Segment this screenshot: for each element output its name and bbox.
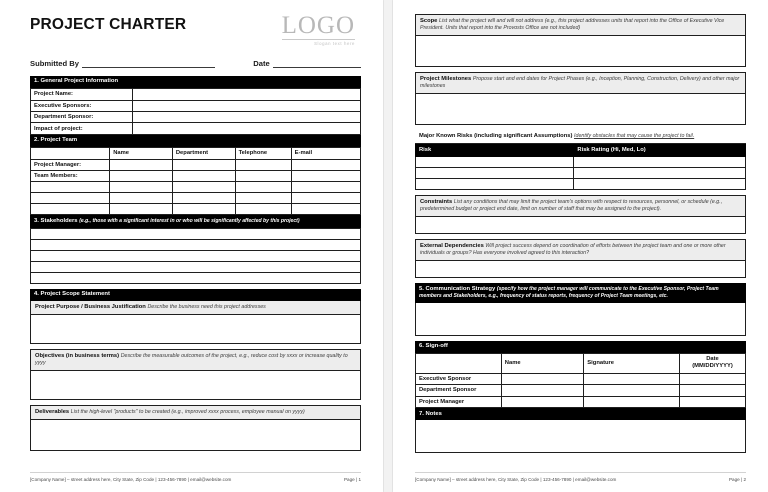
objectives-block: [30, 349, 361, 400]
stakeholders-table: [30, 228, 361, 284]
cell-email[interactable]: [291, 193, 360, 204]
table-row: [31, 250, 361, 261]
constraints-block: [415, 195, 746, 234]
project-purpose-label: [31, 301, 360, 315]
cell-signature[interactable]: [584, 385, 680, 396]
stakeholder-input[interactable]: [31, 250, 361, 261]
block-note: List any conditions that may limit the project team's options with respect to resources, personnel, or schedule (e.g., predetermined budget or project end date, limit on number of staff that may be assigned to the project).: [420, 198, 723, 212]
column-header-signature: Signature: [584, 353, 680, 373]
scope-block: [415, 14, 746, 67]
page-2-footer: [415, 472, 746, 482]
submitted-by-row: [30, 59, 361, 68]
page-gap: [383, 0, 393, 492]
table-row: [416, 178, 746, 189]
cell-name[interactable]: [110, 170, 173, 181]
column-header-name: Name: [501, 353, 584, 373]
stakeholder-input[interactable]: [31, 239, 361, 250]
cell-name[interactable]: [110, 182, 173, 193]
section-1-heading: 1. General Project Information: [30, 76, 361, 88]
deliverables-label: [31, 406, 360, 420]
block-note: Describe the business need this project addresses: [147, 303, 266, 310]
cell-email[interactable]: [291, 182, 360, 193]
block-label: Constraints: [420, 198, 453, 205]
cell-email[interactable]: [291, 159, 360, 170]
general-project-information-table: [30, 88, 361, 135]
section-5-title: 5. Communication Strategy: [419, 285, 497, 292]
risk-input[interactable]: [416, 167, 574, 178]
footer-page-number: Page | 1: [343, 477, 361, 482]
page-1-header: [30, 14, 361, 46]
block-note: List what the project will and will not address (e.g., this project addresses units that report into the Office of Executive Vice President. Units that report into the Provosts Office are not included): [420, 17, 725, 31]
cell-department[interactable]: [172, 170, 235, 181]
cell-telephone[interactable]: [235, 182, 291, 193]
risk-input[interactable]: [416, 178, 574, 189]
block-note: Propose start and end dates for Project Phases (e.g., Inception, Planning, Construction, Delivery) and other major milestones: [420, 75, 740, 89]
footer-divider: [415, 472, 746, 473]
table-row: [31, 272, 361, 283]
stakeholder-input[interactable]: [31, 261, 361, 272]
table-row: [31, 193, 361, 204]
logo-slogan: Slogan text here: [314, 40, 355, 46]
section-3-note: (e.g., those with a significant interest in or who will be significantly affected by this project): [79, 217, 300, 224]
deliverables-block: [30, 405, 361, 451]
row-label: Executive Sponsors:: [31, 100, 133, 111]
row-label-project-manager: Project Manager:: [31, 159, 110, 170]
table-header-row: [416, 353, 746, 373]
table-row: [416, 373, 746, 384]
risk-input[interactable]: [416, 156, 574, 167]
section-3-title: 3. Stakeholders: [34, 217, 80, 224]
cell-email[interactable]: [291, 204, 360, 215]
footer-company-text: [Company Name] – street address here, City State, Zip Code | 123-456-7890 | email@website.com: [415, 477, 617, 482]
row-label: Impact of project:: [31, 123, 133, 134]
block-note: List the high-level "products" to be created (e.g., improved xxxx process, employee manual on yyyy): [70, 408, 305, 415]
column-header-blank: [416, 353, 502, 373]
impact-of-project-input[interactable]: [133, 123, 361, 134]
date-field[interactable]: [273, 59, 361, 68]
logo: [282, 14, 361, 46]
external-dependencies-block: [415, 239, 746, 278]
scope-label: [416, 15, 745, 36]
row-label: [31, 182, 110, 193]
constraints-input[interactable]: [416, 217, 745, 233]
section-5-note: (specify how the project manager will communicate to the Executive Sponsor, Project Team members and Stakeholders, e.g., frequency of status reports, frequency of Project Team meetings, etc.: [419, 285, 719, 299]
section-4-heading: 4. Project Scope Statement: [30, 289, 361, 301]
risk-rating-input[interactable]: [574, 167, 746, 178]
column-header-risk-rating: Risk Rating (Hi, Med, Lo): [574, 144, 746, 156]
table-header-row: [31, 148, 361, 159]
project-milestones-block: [415, 72, 746, 125]
table-row: [416, 396, 746, 407]
table-row: [31, 261, 361, 272]
submitted-by-label: Submitted By: [30, 58, 79, 68]
table-row: [31, 204, 361, 215]
section-5-heading: [415, 283, 746, 302]
footer-company-text: [Company Name] – street address here, City State, Zip Code | 123-456-7890 | email@website.com: [30, 477, 232, 482]
block-note: Will project success depend on coordination of efforts between the project team and one or more other individuals or groups? Has everyone involved agreed to this interaction?: [420, 242, 726, 256]
table-row: [31, 239, 361, 250]
table-header-row: [416, 144, 746, 156]
column-header-telephone: Telephone: [235, 148, 291, 159]
date-header-line-2: (MM/DD/YYYY): [692, 363, 733, 370]
project-milestones-label: [416, 73, 745, 94]
external-dependencies-label: [416, 240, 745, 261]
cell-department[interactable]: [172, 182, 235, 193]
row-label-department-sponsor: Department Sponsor: [416, 385, 502, 396]
cell-name[interactable]: [110, 204, 173, 215]
table-row: [31, 182, 361, 193]
document-page-1: [0, 0, 383, 492]
block-label: Scope: [420, 17, 438, 24]
external-dependencies-input[interactable]: [416, 261, 745, 277]
column-header-name: Name: [110, 148, 173, 159]
table-row: [31, 100, 361, 111]
page-title: PROJECT CHARTER: [30, 16, 187, 33]
table-row: [31, 111, 361, 122]
cell-telephone[interactable]: [235, 159, 291, 170]
constraints-label: [416, 196, 745, 217]
cell-signature[interactable]: [584, 396, 680, 407]
cell-telephone[interactable]: [235, 204, 291, 215]
department-sponsor-input[interactable]: [133, 111, 361, 122]
project-name-input[interactable]: [133, 89, 361, 100]
column-header-date: [679, 353, 745, 373]
section-7-heading: 7. Notes: [415, 408, 746, 420]
cell-name[interactable]: [110, 193, 173, 204]
logo-text: LOGO: [281, 12, 355, 39]
project-team-table: [30, 147, 361, 215]
project-milestones-input[interactable]: [416, 94, 745, 124]
date-header-line-1: Date: [706, 356, 719, 363]
risk-rating-input[interactable]: [574, 178, 746, 189]
block-label: Project Purpose / Business Justification: [35, 303, 146, 310]
column-header-department: Department: [172, 148, 235, 159]
table-row: [416, 156, 746, 167]
section-3-heading: [30, 215, 361, 227]
row-label: [31, 204, 110, 215]
cell-department[interactable]: [172, 159, 235, 170]
row-label-team-members: Team Members:: [31, 170, 110, 181]
deliverables-input[interactable]: [31, 420, 360, 450]
footer-divider: [30, 472, 361, 473]
cell-department[interactable]: [172, 204, 235, 215]
block-label: Project Milestones: [420, 75, 472, 82]
section-6-heading: 6. Sign-off: [415, 341, 746, 353]
cell-name[interactable]: [501, 385, 584, 396]
block-label: Deliverables: [35, 408, 70, 415]
communication-strategy-input[interactable]: [416, 303, 745, 335]
executive-sponsors-input[interactable]: [133, 100, 361, 111]
stakeholder-input[interactable]: [31, 228, 361, 239]
stakeholder-input[interactable]: [31, 272, 361, 283]
submitted-by-field[interactable]: [82, 59, 215, 68]
date-label: Date: [253, 58, 270, 68]
notes-input[interactable]: [416, 420, 745, 452]
footer-page-number: Page | 2: [728, 477, 746, 482]
cell-telephone[interactable]: [235, 170, 291, 181]
cell-name[interactable]: [501, 373, 584, 384]
table-row: [416, 385, 746, 396]
cell-signature[interactable]: [584, 373, 680, 384]
major-known-risks-heading: [415, 130, 746, 144]
block-note: Describe the measurable outcomes of the project, e.g., reduce cost by xxxx or increase quality to yyyy: [35, 352, 348, 366]
risks-label: Major Known Risks (including significant Assumptions): [419, 132, 573, 139]
cell-date[interactable]: [679, 373, 745, 384]
table-row: [31, 89, 361, 100]
row-label-executive-sponsor: Executive Sponsor: [416, 373, 502, 384]
document-page-2: [393, 0, 768, 492]
column-header-email: E-mail: [291, 148, 360, 159]
column-header-blank: [31, 148, 110, 159]
cell-date[interactable]: [679, 385, 745, 396]
risks-note: Identify obstacles that may cause the project to fail.: [574, 132, 695, 139]
project-purpose-input[interactable]: [31, 315, 360, 343]
project-purpose-block: [30, 301, 361, 344]
sign-off-table: [415, 353, 746, 408]
section-2-heading: 2. Project Team: [30, 135, 361, 147]
cell-department[interactable]: [172, 193, 235, 204]
cell-name[interactable]: [110, 159, 173, 170]
table-row: [31, 170, 361, 181]
scope-input[interactable]: [416, 36, 745, 66]
objectives-label: [31, 350, 360, 371]
row-label: Project Name:: [31, 89, 133, 100]
table-row: [31, 159, 361, 170]
table-row: [31, 123, 361, 134]
row-label: Department Sponsor:: [31, 111, 133, 122]
cell-name[interactable]: [501, 396, 584, 407]
cell-email[interactable]: [291, 170, 360, 181]
risk-rating-input[interactable]: [574, 156, 746, 167]
table-row: [31, 228, 361, 239]
row-label: [31, 193, 110, 204]
communication-strategy-block: [415, 303, 746, 336]
block-label: Objectives (in business terms): [35, 352, 120, 359]
cell-date[interactable]: [679, 396, 745, 407]
row-label-project-manager: Project Manager: [416, 396, 502, 407]
block-label: External Dependencies: [420, 242, 484, 249]
risks-table: [415, 144, 746, 190]
column-header-risk: Risk: [416, 144, 574, 156]
cell-telephone[interactable]: [235, 193, 291, 204]
notes-block: [415, 420, 746, 453]
table-row: [416, 167, 746, 178]
page-1-footer: [30, 472, 361, 482]
objectives-input[interactable]: [31, 371, 360, 399]
